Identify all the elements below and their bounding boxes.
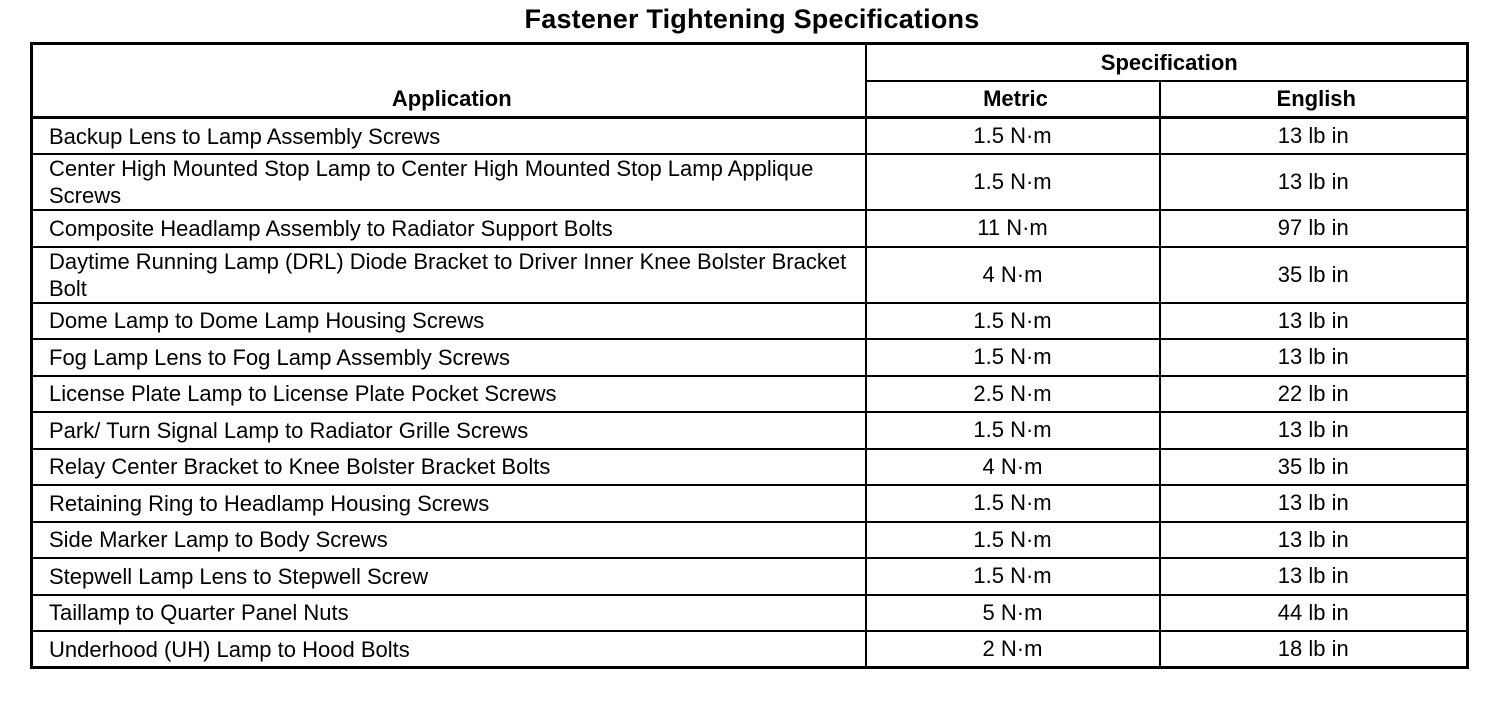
application-cell: License Plate Lamp to License Plate Pocket Screws: [32, 376, 866, 413]
metric-cell: 11 N·m: [866, 210, 1160, 247]
table-row: [32, 631, 1468, 668]
english-cell: 22 lb in: [1160, 376, 1468, 413]
metric-cell: 1.5 N·m: [866, 485, 1160, 522]
english-cell: 35 lb in: [1160, 449, 1468, 486]
application-cell: Underhood (UH) Lamp to Hood Bolts: [32, 631, 866, 668]
application-cell: Retaining Ring to Headlamp Housing Screws: [32, 485, 866, 522]
metric-cell: 1.5 N·m: [866, 118, 1160, 155]
column-header-specification: Specification: [866, 44, 1468, 82]
english-cell: 13 lb in: [1160, 522, 1468, 559]
metric-cell: 1.5 N·m: [866, 522, 1160, 559]
application-cell: Side Marker Lamp to Body Screws: [32, 522, 866, 559]
table-body: [32, 118, 1468, 668]
english-cell: 13 lb in: [1160, 339, 1468, 376]
english-cell: 13 lb in: [1160, 118, 1468, 155]
english-cell: 35 lb in: [1160, 247, 1468, 303]
application-cell: Park/ Turn Signal Lamp to Radiator Grille Screws: [32, 412, 866, 449]
english-cell: 13 lb in: [1160, 485, 1468, 522]
table-row: [32, 485, 1468, 522]
application-cell: Center High Mounted Stop Lamp to Center High Mounted Stop Lamp Applique Screws: [32, 154, 866, 210]
application-cell: Composite Headlamp Assembly to Radiator Support Bolts: [32, 210, 866, 247]
english-cell: 13 lb in: [1160, 154, 1468, 210]
application-cell: Taillamp to Quarter Panel Nuts: [32, 595, 866, 632]
english-cell: 18 lb in: [1160, 631, 1468, 668]
english-cell: 13 lb in: [1160, 412, 1468, 449]
table-row: [32, 522, 1468, 559]
table-row: [32, 210, 1468, 247]
english-cell: 44 lb in: [1160, 595, 1468, 632]
application-cell: Stepwell Lamp Lens to Stepwell Screw: [32, 558, 866, 595]
table-row: [32, 412, 1468, 449]
metric-cell: 2 N·m: [866, 631, 1160, 668]
table-row: [32, 449, 1468, 486]
english-cell: 97 lb in: [1160, 210, 1468, 247]
table-row: [32, 154, 1468, 210]
page-title: Fastener Tightening Specifications: [524, 4, 980, 34]
metric-cell: 1.5 N·m: [866, 339, 1160, 376]
english-cell: 13 lb in: [1160, 558, 1468, 595]
specifications-table: [30, 42, 1469, 669]
table-row: [32, 247, 1468, 303]
table-row: [32, 339, 1468, 376]
application-cell: Backup Lens to Lamp Assembly Screws: [32, 118, 866, 155]
metric-cell: 1.5 N·m: [866, 412, 1160, 449]
metric-cell: 4 N·m: [866, 247, 1160, 303]
metric-cell: 5 N·m: [866, 595, 1160, 632]
application-cell: Fog Lamp Lens to Fog Lamp Assembly Screws: [32, 339, 866, 376]
table-row: [32, 118, 1468, 155]
english-cell: 13 lb in: [1160, 303, 1468, 340]
table-row: [32, 376, 1468, 413]
column-header-metric: Metric: [866, 81, 1160, 118]
column-header-english: English: [1160, 81, 1468, 118]
table-row: [32, 595, 1468, 632]
column-header-application: Application: [32, 44, 866, 118]
application-cell: Daytime Running Lamp (DRL) Diode Bracket to Driver Inner Knee Bolster Bracket Bolt: [32, 247, 866, 303]
table-row: [32, 558, 1468, 595]
metric-cell: 1.5 N·m: [866, 154, 1160, 210]
application-cell: Relay Center Bracket to Knee Bolster Bracket Bolts: [32, 449, 866, 486]
metric-cell: 1.5 N·m: [866, 558, 1160, 595]
metric-cell: 2.5 N·m: [866, 376, 1160, 413]
application-cell: Dome Lamp to Dome Lamp Housing Screws: [32, 303, 866, 340]
table-row: [32, 303, 1468, 340]
metric-cell: 4 N·m: [866, 449, 1160, 486]
metric-cell: 1.5 N·m: [866, 303, 1160, 340]
